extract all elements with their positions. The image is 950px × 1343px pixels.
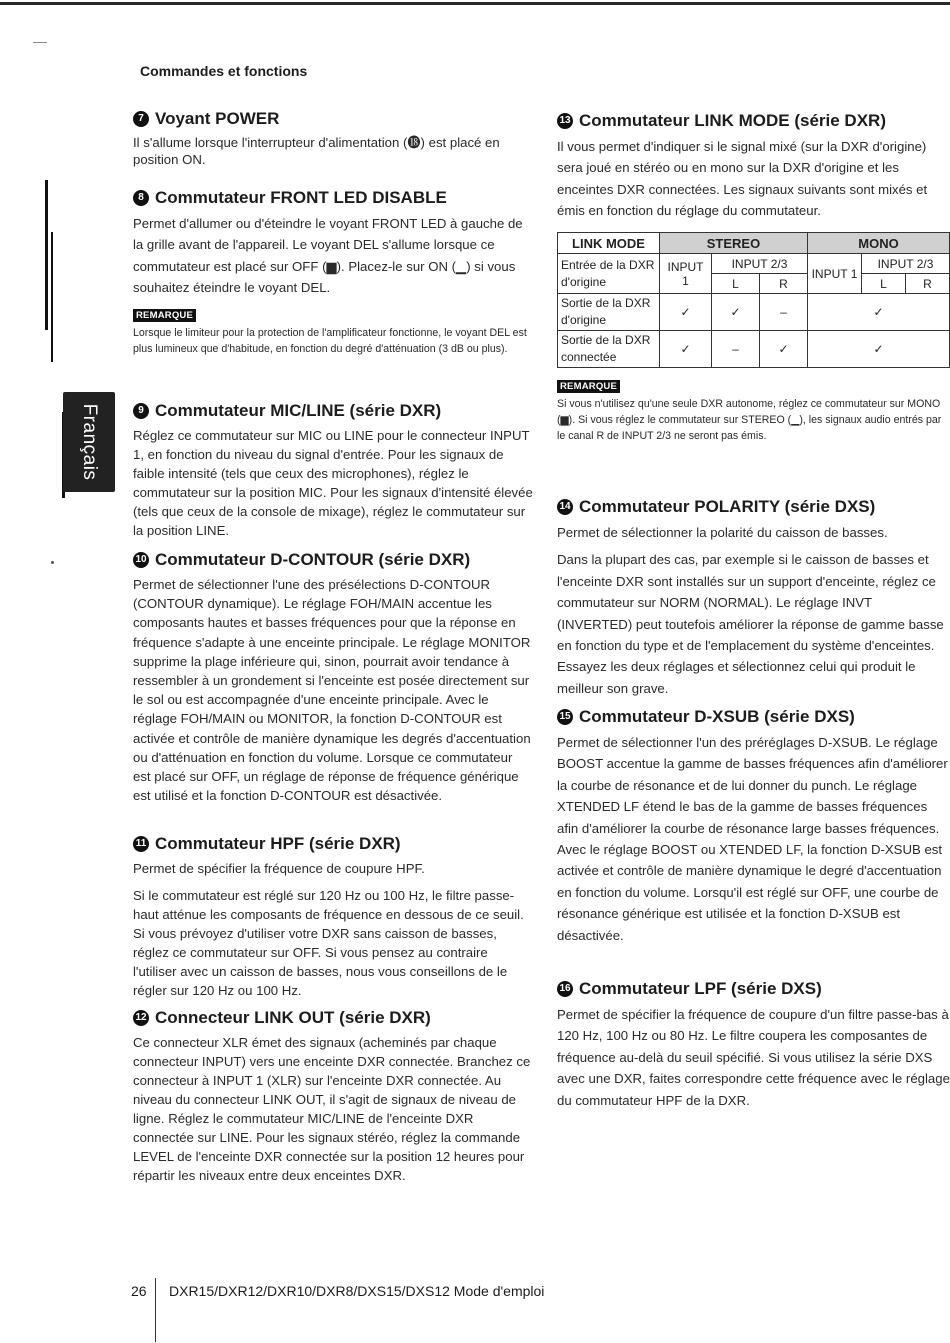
section-title-text: Commutateur POLARITY (série DXS)	[579, 497, 876, 516]
margin-dot	[51, 561, 54, 564]
section-number: 8	[133, 190, 149, 206]
language-tab	[63, 392, 115, 492]
section-body: Il s'allume lorsque l'interrupteur d'alimentation (⓲) est placé en position ON.	[133, 135, 500, 167]
section-title-text: Commutateur LPF (série DXS)	[579, 979, 822, 998]
section-body: Permet de sélectionner l'un des préréglages D-XSUB. Le réglage BOOST accentue la gamme de basses fréquences afin d'améliorer la courbe de résonance et de lui donner du punch. Le réglage XTENDED LF étend le bas de la gamme de basses fréquences afin d'améliorer la courbe de résonance large basses fréquences. Avec le réglage BOOST ou XTENDED LF, la fonction D-XSUB est activée et contrôle de manière dynamique le degré d'accentuation en fonction du volume. Lorsqu'il est réglé sur OFF, une courbe de résonance générique est utilisée et la fonction D-XSUB est désactivée.	[557, 735, 948, 943]
table-cell: L	[712, 274, 760, 294]
table-header: STEREO	[660, 233, 808, 254]
section-link-out	[133, 1007, 533, 1189]
section-body: Permet d'allumer ou d'éteindre le voyant FRONT LED à gauche de la grille avant de l'appareil. Le voyant DEL s'allume lorsque ce commutateur est placé sur OFF (▆). Placez-le sur ON (▁) si vous souhaitez éteindre le voyant DEL.	[133, 216, 523, 296]
check-cell: ✓	[808, 331, 950, 368]
table-cell: INPUT 1	[660, 254, 712, 294]
section-body: Ce connecteur XLR émet des signaux (acheminés par chaque connecteur INPUT) vers une enceinte DXR connectée. Branchez ce connecteur à INPUT 1 (XLR) sur l'enceinte DXR connectée. Au niveau du connecteur LINK OUT, il s'agit de signaux de niveau de ligne. Réglez le commutateur MIC/LINE de l'enceinte DXR connectée sur LINE. Pour les signaux stéréo, réglez la commande LEVEL de l'enceinte DXR connectée sur la position 12 heures pour répartir les niveaux entre deux enceintes DXR.	[133, 1035, 531, 1183]
table-cell: L	[862, 274, 906, 294]
check-cell: ✓	[660, 294, 712, 331]
table-row-label: Sortie de la DXR d'origine	[558, 294, 660, 331]
section-title	[133, 1007, 533, 1029]
section-title	[133, 833, 533, 855]
section-number: 7	[133, 111, 149, 127]
section-title-text: Connecteur LINK OUT (série DXR)	[155, 1008, 431, 1027]
section-number: 10	[133, 552, 149, 568]
page-header: Commandes et fonctions	[140, 63, 308, 79]
link-mode-table	[557, 232, 950, 368]
section-title-text: Commutateur FRONT LED DISABLE	[155, 188, 447, 207]
section-title-text: Commutateur HPF (série DXR)	[155, 834, 401, 853]
section-title-text: Commutateur D-XSUB (série DXS)	[579, 707, 855, 726]
table-cell: INPUT 2/3	[712, 254, 808, 274]
section-title	[133, 549, 533, 571]
footer-rule	[155, 1278, 156, 1342]
section-number: 11	[133, 836, 149, 852]
section-d-contour	[133, 549, 533, 809]
section-title-text: Voyant POWER	[155, 109, 280, 128]
table-row-label: Entrée de la DXR d'origine	[558, 254, 660, 294]
section-title	[557, 706, 950, 728]
section-polarity	[557, 496, 950, 703]
section-number: 15	[557, 709, 573, 725]
section-number: 12	[133, 1010, 149, 1026]
section-body: Si le commutateur est réglé sur 120 Hz ou 100 Hz, le filtre passe-haut atténue les composants de fréquence en dessous de ce seuil. Si vous prévoyez d'utiliser votre DXR sans caisson de basses, réglez ce commutateur sur OFF. Si vous pensez au contraire l'utiliser avec un caisson de basses, nous vous conseillons de le régler sur 120 Hz ou 100 Hz.	[133, 888, 524, 998]
section-front-led-disable	[133, 187, 533, 357]
table-cell: R	[906, 274, 950, 294]
check-cell: ✓	[808, 294, 950, 331]
section-body: Permet de spécifier la fréquence de coupure HPF.	[133, 861, 425, 876]
footer-title: DXR15/DXR12/DXR10/DXR8/DXS15/DXS12 Mode d'emploi	[169, 1283, 545, 1299]
section-title	[133, 108, 533, 130]
section-body: Dans la plupart des cas, par exemple si le caisson de basses et l'enceinte DXR sont installés sur un support d'enceinte, réglez ce commutateur sur NORM (NORMAL). Le réglage INVT (INVERTED) peut toutefois améliorer la réponse de gamme basse en fonction du type et de l'emplacement du système d'enceintes. Essayez les deux réglages et sélectionnez celui qui produit le meilleur son grave.	[557, 552, 944, 696]
table-cell: –	[760, 294, 808, 331]
section-title-text: Commutateur D-CONTOUR (série DXR)	[155, 550, 471, 569]
section-body: Réglez ce commutateur sur MIC ou LINE pour le connecteur INPUT 1, en fonction du niveau du signal d'entrée. Pour les signaux de faible intensité (tels que ceux des microphones), réglez le commutateur sur la position MIC. Pour les signaux d'intensité élevée (tels que ceux de la console de mixage), réglez le commutateur sur la position LINE.	[133, 428, 533, 538]
corner-mark	[33, 42, 47, 43]
note-badge: REMARQUE	[133, 309, 196, 322]
margin-bar	[45, 180, 48, 330]
page-number: 26	[131, 1283, 147, 1299]
note-text: Lorsque le limiteur pour la protection de l'amplificateur fonctionne, le voyant DEL est plus lumineux que d'habitude, en fonction du degré d'atténuation (3 dB ou plus).	[133, 326, 527, 355]
section-hpf	[133, 833, 533, 1004]
table-header: LINK MODE	[558, 233, 660, 254]
link-mode-table-wrap	[557, 232, 950, 445]
language-tab-label: Français	[79, 403, 100, 481]
section-title-text: Commutateur MIC/LINE (série DXR)	[155, 401, 442, 420]
section-number: 16	[557, 981, 573, 997]
margin-bar	[51, 232, 53, 362]
section-power-led	[133, 108, 533, 172]
note-badge: REMARQUE	[557, 380, 620, 393]
section-body: Permet de sélectionner la polarité du caisson de basses.	[557, 525, 888, 540]
section-body: Permet de sélectionner l'une des présélections D-CONTOUR (CONTOUR dynamique). Le réglage FOH/MAIN accentue les composants hautes et basses fréquences pour que la réponse en fréquence s'adapte à une enceinte principale. Le réglage MONITOR supprime la plage inférieure qui, sinon, pourrait avoir tendance à ressembler à un grondement si l'enceinte est posée directement sur le sol ou est accompagnée d'une enceinte principale. Avec le réglage FOH/MAIN ou MONITOR, la fonction D-CONTOUR est activée et contrôle de manière dynamique les degrés d'accentuation ou d'atténuation en fonction du volume. Lorsque ce commutateur est placé sur OFF, un réglage de réponse de fréquence générique est utilisé et la fonction D-CONTOUR est désactivée.	[133, 577, 531, 804]
section-title	[557, 496, 950, 518]
table-cell: R	[760, 274, 808, 294]
section-number: 14	[557, 499, 573, 515]
section-title	[557, 110, 950, 132]
section-lpf	[557, 978, 950, 1115]
section-title	[133, 400, 533, 422]
section-number: 13	[557, 113, 573, 129]
section-title	[133, 187, 533, 209]
section-link-mode	[557, 110, 950, 226]
table-header: MONO	[808, 233, 950, 254]
top-rule	[0, 2, 950, 5]
section-mic-line	[133, 400, 533, 544]
table-cell: INPUT 2/3	[862, 254, 950, 274]
section-d-xsub	[557, 706, 950, 950]
table-row-label: Sortie de la DXR connectée	[558, 331, 660, 368]
table-cell: INPUT 1	[808, 254, 862, 294]
note-text: Si vous n'utilisez qu'une seule DXR autonome, réglez ce commutateur sur MONO (▆). Si vous réglez le commutateur sur STEREO (▁), les signaux audio entrés par le canal R de INPUT 2/3 ne seront pas émis.	[557, 398, 942, 443]
section-body: Permet de spécifier la fréquence de coupure d'un filtre passe-bas à 120 Hz, 100 Hz ou 80 Hz. Le filtre coupera les composantes de fréquence au-delà du seuil spécifié. Si vous utilisez la série DXS avec une DXR, faites correspondre cette fréquence avec le réglage du commutateur HPF de la DXR.	[557, 1007, 950, 1108]
check-cell: ✓	[660, 331, 712, 368]
section-number: 9	[133, 403, 149, 419]
check-cell: ✓	[712, 294, 760, 331]
section-title-text: Commutateur LINK MODE (série DXR)	[579, 111, 886, 130]
check-cell: ✓	[760, 331, 808, 368]
section-body: Il vous permet d'indiquer si le signal mixé (sur la DXR d'origine) sera joué en stéréo ou en mono sur la DXR d'origine et les enceintes DXR connectées. Les signaux suivants sont mixés et émis en fonction du réglage du commutateur.	[557, 139, 928, 219]
section-title	[557, 978, 950, 1000]
table-cell: –	[712, 331, 760, 368]
